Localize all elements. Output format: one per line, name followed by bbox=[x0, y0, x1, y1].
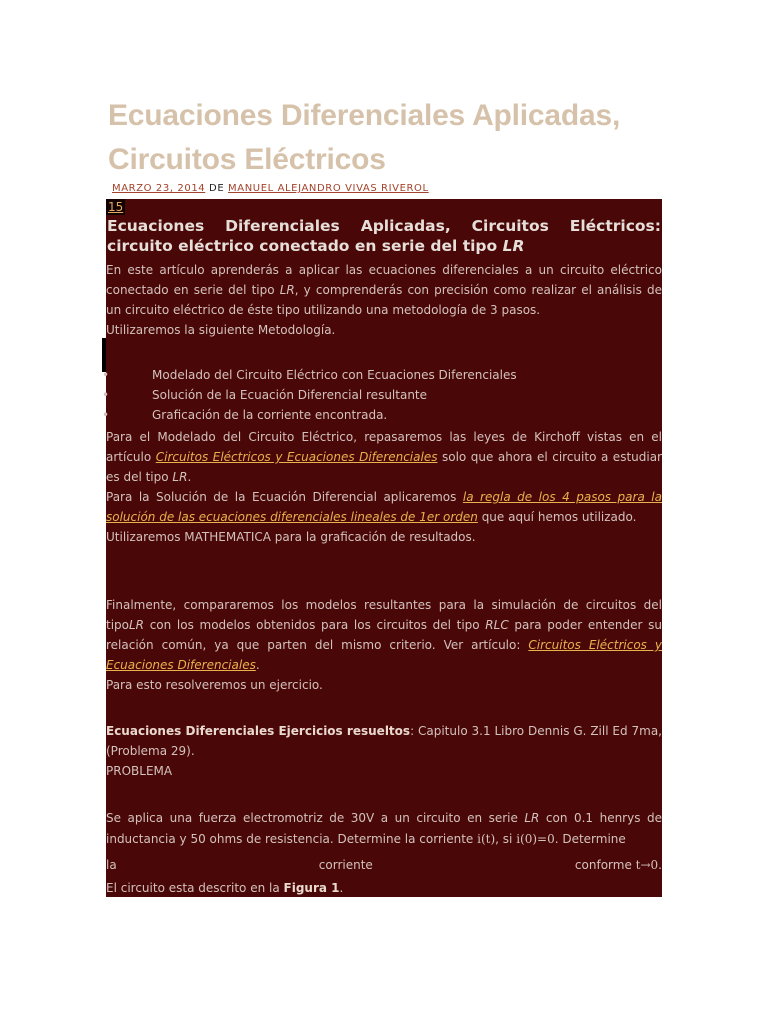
finalmente-text-d: . bbox=[255, 658, 260, 672]
heading-em: LR bbox=[502, 237, 525, 255]
enunciado-text-b: con 0.1 henrys de inductancia y 50 ohms de resistencia. Determine la corriente bbox=[106, 811, 662, 846]
modelado-em: LR bbox=[172, 470, 188, 484]
intro-em: LR bbox=[279, 283, 295, 297]
ejercicios-rest: : Capitulo 3.1 Libro Dennis G. Zill Ed 7ma,(Problema 29). bbox=[106, 724, 662, 758]
article-body bbox=[102, 199, 662, 897]
circuitos-link-2[interactable]: Circuitos Eléctricos y Ecuaciones Diferenciales bbox=[106, 638, 662, 672]
finalmente-paragraph bbox=[106, 595, 662, 695]
figura-text-a: El circuito esta descrito en la bbox=[106, 881, 284, 895]
list-item-text: Graficación de la corriente encontrada. bbox=[152, 408, 388, 422]
spread-word-3-group bbox=[575, 855, 662, 875]
bullet-icon: • bbox=[102, 408, 110, 422]
ejercicio-line: Para esto resolveremos un ejercicio. bbox=[106, 678, 323, 692]
enunciado-text-d: . Determine bbox=[554, 832, 626, 846]
circuitos-link[interactable]: Circuitos Eléctricos y Ecuaciones Diferenciales bbox=[155, 450, 438, 464]
bullet-icon: • bbox=[102, 388, 110, 402]
list-item-text: Modelado del Circuito Eléctrico con Ecuaciones Diferenciales bbox=[152, 368, 517, 382]
spread-word-2: corriente bbox=[318, 858, 373, 872]
author-link[interactable]: MANUEL ALEJANDRO VIVAS RIVEROL bbox=[228, 183, 429, 194]
methodology-list bbox=[102, 365, 662, 425]
post-date-link[interactable]: MARZO 23, 2014 bbox=[112, 183, 206, 194]
enunciado-text-a: Se aplica una fuerza electromotriz de 30V a un circuito en serie bbox=[106, 811, 525, 825]
figura-bold: Figura 1 bbox=[283, 881, 340, 895]
byline bbox=[112, 183, 429, 197]
bullet-icon: • bbox=[102, 368, 110, 382]
spread-word-3: conforme bbox=[574, 858, 632, 872]
finalmente-em-rlc: RLC bbox=[485, 618, 509, 632]
figura-paragraph bbox=[106, 878, 662, 898]
post-title: Ecuaciones Diferenciales Aplicadas, Circuitos Eléctricos bbox=[108, 99, 621, 176]
ejercicios-bold: Ecuaciones Diferenciales Ejercicios resueltos bbox=[106, 724, 411, 738]
spread-line bbox=[106, 855, 662, 875]
list-item bbox=[102, 385, 662, 405]
enunciado-em: LR bbox=[524, 811, 540, 825]
math-limit: t→0 bbox=[635, 858, 659, 872]
list-item-text: Solución de la Ecuación Diferencial resultante bbox=[152, 388, 428, 402]
finalmente-text-a: Finalmente, compararemos los modelos resultantes para la simulación de circuitos del tipo bbox=[106, 598, 662, 632]
modelado-text-a: Para el Modelado del Circuito Eléctrico, repasaremos las leyes de Kirchoff vistas en el artículo bbox=[106, 430, 662, 464]
heading-text: Ecuaciones Diferenciales Aplicadas, Circuitos Eléctricos: circuito eléctrico conectado en serie del tipo bbox=[107, 217, 661, 255]
finalmente-text-c: para poder entender su relación común, ya que parten del mismo criterio. Ver artículo: bbox=[106, 618, 662, 652]
byline-by: DE bbox=[209, 183, 225, 194]
article-heading bbox=[107, 216, 661, 256]
finalmente-text-b: con los modelos obtenidos para los circuitos del tipo bbox=[144, 618, 486, 632]
list-item bbox=[102, 365, 662, 385]
figura-text-b: . bbox=[339, 881, 344, 895]
intro-text-b: , y comprenderás con precisión como realizar el análisis de un circuito eléctrico de éste tipo utilizando una metodología de 3 pasos. bbox=[106, 283, 662, 317]
solucion-text-b: que aquí hemos utilizado. bbox=[477, 510, 637, 524]
spread-end: . bbox=[658, 858, 662, 872]
intro-paragraph bbox=[106, 260, 662, 340]
ejercicios-paragraph bbox=[106, 721, 662, 781]
math-initial-condition: i(0)=0 bbox=[516, 832, 555, 846]
modelado-paragraph bbox=[106, 427, 662, 547]
mathematica-line: Utilizaremos MATHEMATICA para la graficación de resultados. bbox=[106, 530, 476, 544]
math-i-of-t: i(t) bbox=[477, 832, 496, 846]
spread-word-1: la bbox=[106, 858, 117, 872]
solucion-text-a: Para la Solución de la Ecuación Diferencial aplicaremos bbox=[106, 490, 463, 504]
enunciado-text-c: , si bbox=[495, 832, 517, 846]
finalmente-em-lr: LR bbox=[129, 618, 145, 632]
modelado-text-c: . bbox=[187, 470, 192, 484]
methodology-line: Utilizaremos la siguiente Metodología. bbox=[106, 323, 336, 337]
problema-label: PROBLEMA bbox=[106, 764, 173, 778]
intro-text-a: En este artículo aprenderás a aplicar las ecuaciones diferenciales a un circuito eléctrico conectado en serie del tipo bbox=[106, 263, 662, 297]
enunciado-paragraph bbox=[106, 808, 662, 850]
list-item bbox=[102, 405, 662, 425]
comment-count-badge[interactable]: 15 bbox=[108, 200, 124, 214]
regla-4-pasos-link[interactable]: la regla de los 4 pasos para la solución de las ecuaciones diferenciales lineales de 1er orden bbox=[106, 490, 662, 524]
modelado-text-b: solo que ahora el circuito a estudiar es del tipo bbox=[106, 450, 662, 484]
